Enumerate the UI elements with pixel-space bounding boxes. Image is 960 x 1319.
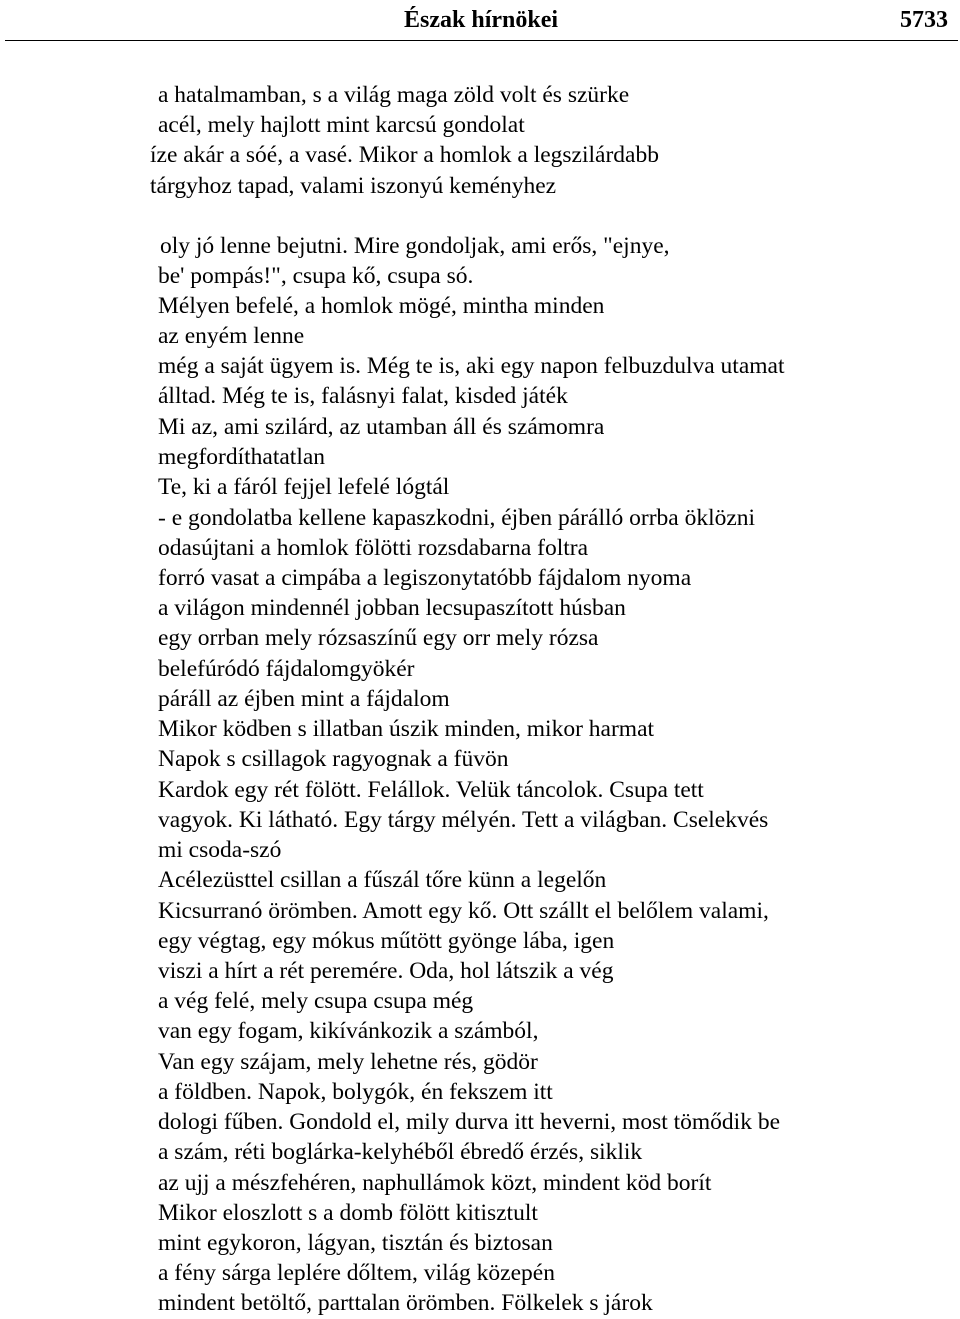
poem-line: Mikor eloszlott s a domb fölött kitisztult (158, 1200, 538, 1226)
poem-line: páráll az éjben mint a fájdalom (158, 686, 450, 712)
poem-line: álltad. Még te is, falásnyi falat, kisded játék (158, 383, 568, 409)
poem-line: a fény sárga leplére dőltem, világ közepén (158, 1260, 555, 1286)
page-number: 5733 (900, 7, 948, 33)
poem-line: íze akár a sóé, a vasé. Mikor a homlok a legszilárdabb (150, 142, 659, 168)
poem-line: forró vasat a cimpába a legiszonytatóbb fájdalom nyoma (158, 565, 692, 591)
journal-title: Észak hírnökei (404, 7, 559, 33)
poem-line: egy orrban mely rózsaszínű egy orr mely rózsa (158, 625, 599, 651)
poem-line: Mi az, ami szilárd, az utamban áll és számomra (158, 414, 605, 440)
poem-line: Mikor ködben s illatban úszik minden, mikor harmat (158, 716, 655, 742)
poem-line: Van egy szájam, mely lehetne rés, gödör (158, 1049, 538, 1075)
poem-line: a vég felé, mely csupa csupa még (158, 988, 474, 1014)
poem-line: acél, mely hajlott mint karcsú gondolat (158, 112, 525, 138)
poem-line: belefúródó fájdalomgyökér (158, 656, 415, 682)
poem-line: az enyém lenne (158, 323, 305, 349)
poem-line: mindent betöltő, parttalan örömben. Fölkelek s járok (158, 1290, 653, 1316)
poem-line: Mélyen befelé, a homlok mögé, mintha minden (158, 293, 605, 319)
poem-line: van egy fogam, kikívánkozik a számból, (158, 1018, 539, 1044)
poem-line: be' pompás!", csupa kő, csupa só. (158, 263, 474, 289)
poem-line: mint egykoron, lágyan, tisztán és biztosan (158, 1230, 553, 1256)
poem-line: a hatalmamban, s a világ maga zöld volt és szürke (158, 82, 630, 108)
poem-line: az ujj a mészfehéren, naphullámok közt, mindent köd borít (158, 1170, 712, 1196)
poem-line: egy végtag, egy mókus műtött gyönge lába, igen (158, 928, 615, 954)
poem-line: viszi a hírt a rét peremére. Oda, hol látszik a vég (158, 958, 614, 984)
poem-line: Te, ki a fáról fejjel lefelé lógtál (158, 474, 450, 500)
poem-line: a földben. Napok, bolygók, én fekszem itt (158, 1079, 553, 1105)
poem-line: Kicsurranó örömben. Amott egy kő. Ott szállt el belőlem valami, (158, 898, 769, 924)
poem-line: tárgyhoz tapad, valami iszonyú keményhez (150, 173, 557, 199)
poem-line: dologi fűben. Gondold el, mily durva itt heverni, most tömődik be (158, 1109, 781, 1135)
poem-line: még a saját ügyem is. Még te is, aki egy napon felbuzdulva utamat (158, 353, 785, 379)
poem-line: a szám, réti boglárka-kelyhéből ébredő érzés, siklik (158, 1139, 643, 1165)
poem-line: Acélezüsttel csillan a fűszál tőre künn a legelőn (158, 867, 607, 893)
poem-line: Kardok egy rét fölött. Felállok. Velük táncolok. Csupa tett (158, 777, 704, 803)
poem-line: mi csoda-szó (158, 837, 282, 863)
poem-line: oly jó lenne bejutni. Mire gondoljak, ami erős, "ejnye, (160, 233, 670, 259)
poem-line: a világon mindennél jobban lecsupaszított húsban (158, 595, 626, 621)
poem-line: Napok s csillagok ragyognak a füvön (158, 746, 509, 772)
poem-line: odasújtani a homlok fölötti rozsdabarna foltra (158, 535, 589, 561)
poem-line: vagyok. Ki látható. Egy tárgy mélyén. Tett a világban. Cselekvés (158, 807, 769, 833)
poem-line: megfordíthatatlan (158, 444, 326, 470)
poem-line: - e gondolatba kellene kapaszkodni, éjben párálló orrba öklözni (158, 505, 756, 531)
